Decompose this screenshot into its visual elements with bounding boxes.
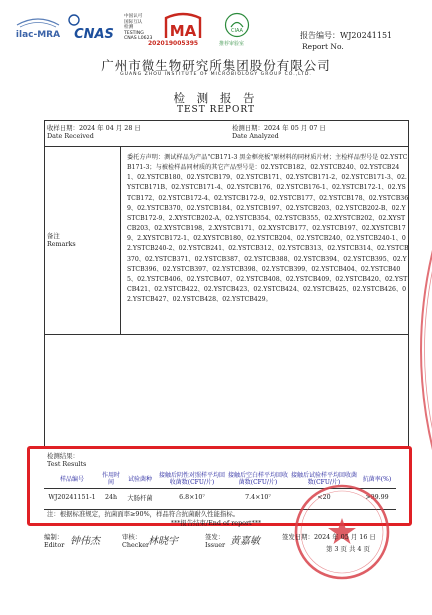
- editor-label-cn: 编制：: [44, 533, 64, 541]
- report-number-label-en: Report No.: [302, 42, 344, 51]
- cnas-logo: [66, 12, 122, 46]
- remarks-label: [47, 232, 76, 248]
- report-title: 检 测 报 告: [173, 91, 259, 105]
- ciaa-logo-text: CIAA: [231, 28, 243, 34]
- report-number-label: 报告编号：: [300, 31, 340, 40]
- remarks-label-en: Remarks: [47, 240, 76, 248]
- issuer-signature: 黄嘉敏: [230, 536, 260, 547]
- date-analyzed: [232, 124, 326, 140]
- issuer-label-cn: 签发：: [205, 533, 225, 541]
- checker-label-en: Checker: [122, 541, 150, 549]
- issue-date-value: 2024 年 05 月 16 日: [313, 533, 376, 541]
- cnas-logo-text: CNAS: [74, 27, 114, 42]
- cell-blank: 7.4×10⁷: [245, 493, 271, 501]
- editor-label-en: Editor: [44, 541, 65, 549]
- cnas-sub-line: 中国认可: [124, 14, 143, 19]
- date-received-value: 2024 年 04 月 28 日: [78, 124, 141, 132]
- cma-logo: [160, 12, 206, 40]
- col-antibacterial-rate: 抗菌率(%): [362, 475, 392, 483]
- date-analyzed-label: 检测日期：: [232, 124, 264, 132]
- end-of-report: ***报告结束/End of report***: [170, 519, 262, 527]
- col-test-sample: 接触后试验样平均回收菌数(CFU/片): [291, 472, 358, 487]
- cma-logo-text: MA: [169, 22, 197, 40]
- col-sample-no: 样品编号: [59, 475, 84, 483]
- date-analyzed-value: 2024 年 05 月 07 日: [263, 124, 326, 132]
- col-strain: 试验菌种: [127, 475, 152, 483]
- cell-test-sample: <20: [317, 493, 331, 501]
- issue-date: [282, 533, 376, 541]
- cnas-sub-line: 检测: [124, 25, 134, 31]
- date-analyzed-label-en: Date Analyzed: [232, 132, 279, 140]
- issuer-label: [205, 533, 225, 549]
- issuer-label-en: Issuer: [205, 541, 226, 549]
- company-name: 广州市微生物研究所集团股份有限公司: [101, 58, 331, 73]
- ciaa-logo: [224, 12, 250, 38]
- official-seal: [292, 482, 392, 582]
- checker-signature: 林晓宇: [148, 536, 178, 547]
- perforation-seal: [407, 250, 432, 450]
- cnas-sub-line: CNAS L0623: [124, 36, 153, 42]
- remarks-label-cn: 备注: [47, 232, 60, 240]
- cma-number: 202019005395: [148, 40, 199, 47]
- page-number: 第 3 页 共 4 页: [326, 545, 370, 553]
- report-title-en: TEST REPORT: [176, 105, 255, 115]
- cnas-sub-line: TESTING: [124, 30, 144, 36]
- cell-antibacterial-rate: >99.99: [365, 493, 389, 501]
- report-number-value: WJ20241151: [340, 31, 393, 40]
- cell-strain: 大肠杆菌: [127, 494, 153, 502]
- editor-label: [44, 533, 64, 549]
- results-heading: [47, 452, 86, 468]
- company-name-en: GUANG ZHOU INSTITUTE OF MICROBIOLOGY GROUP CO.,LTD.: [120, 72, 312, 77]
- cell-action-time: 24h: [104, 493, 118, 501]
- col-action-time: 作用时间: [101, 472, 120, 487]
- date-received-label: 收样日期：: [47, 124, 79, 132]
- results-label-cn: 检测结果：: [47, 452, 79, 460]
- ciaa-caption: 推荐审验室: [219, 41, 245, 47]
- col-negative-control: 接触后阴性对照样平均回收菌数(CFU/片): [159, 472, 226, 487]
- editor-signature: 钟伟杰: [70, 536, 100, 547]
- results-label-en: Test Results: [47, 460, 87, 468]
- checker-label: [122, 533, 149, 549]
- issue-date-label: 签发日期：: [282, 533, 314, 541]
- date-received: [47, 124, 141, 140]
- results-note: 注：根据标准规定，抗菌面率≥90%，样品符合抗菌耐久性能指标。: [47, 510, 240, 518]
- client-statement: 委托方声明：测试样品为产品"CB171-3 黑金框亮板"原材料的同材质片材；主检样品型号是 02.YSTCB171-3；与被检样品同材质的其它产品型号是：02.YSTCB182、02.YSTCB240、02.YSTCB241、02.YSTCB180、02.YSTCB179、02.YSTCB171、02.YSTCB171-2、02.YSTCB171-3、02.YSTCB171B、02.YSTCB171-4、02.YSTCB176、02.YSTCB176-1、02.YSTCB172-1、02.YSTCB172、02.YSTCB172-4、02.YSTCB172-9、02.YSTCB177、02.YSTCB178、02.YSTCB369、02.YSTCB370、02.YSTCB184、02.YSTCB197、02.YSTCB203、02.YSTCB202-B、02.YSTCB172-9、2.XYSTCB202-A、02.YSTCB354、02.YSTCB355、02.XYSTCB202、02.XYSTCB203、02.XYSTCB198、2.XYSTCB171、02.XYSTCB177、02.YSTCB197、02.XYSTCB179、2.XYSTCB172-1、02.XYSTCB180、02.YSTCB204、02.YSTCB240、02.YSTCB240-1、02.YSTCB240-2、02.YSTCB241、02.YSTCB312、02.YSTCB313、02.YSTCB314、02.YSTCB370、02.YSTCB371、02.YSTCB387、02.YSTCB388、02.YSTCB394、02.YSTCB395、02.YSTCB396、02.YSTCB397、02.YSTCB398、02.YSTCB399、02.YSTCB404、02.YSTCB405、02.YSTCB406、02.YSTCB407、02.YSTCB408、02.YSTCB409、02.YSTCB420、02.YSTCB421、02.YSTCB422、02.YSTCB423、02.YSTCB424、02.YSTCB425、02.YSTCB426、02.YSTCB427、02.YSTCB428、02.YSTCB429。: [127, 154, 409, 304]
- report-number: [300, 30, 392, 41]
- cnas-accreditation-text: [124, 14, 152, 42]
- ilac-mra-logo: [14, 15, 62, 43]
- cell-sample-no: WJ20241151-1: [48, 493, 96, 501]
- ilac-logo-text: ilac-MRA: [15, 30, 61, 40]
- cnas-sub-line: 国际互认: [124, 19, 143, 25]
- checker-label-cn: 审核：: [122, 533, 142, 541]
- cell-negative-control: 6.8×10⁷: [179, 493, 205, 501]
- date-received-label-en: Date Received: [47, 132, 94, 140]
- col-blank: 接触后空白样平均回收菌数(CFU/片): [227, 472, 288, 487]
